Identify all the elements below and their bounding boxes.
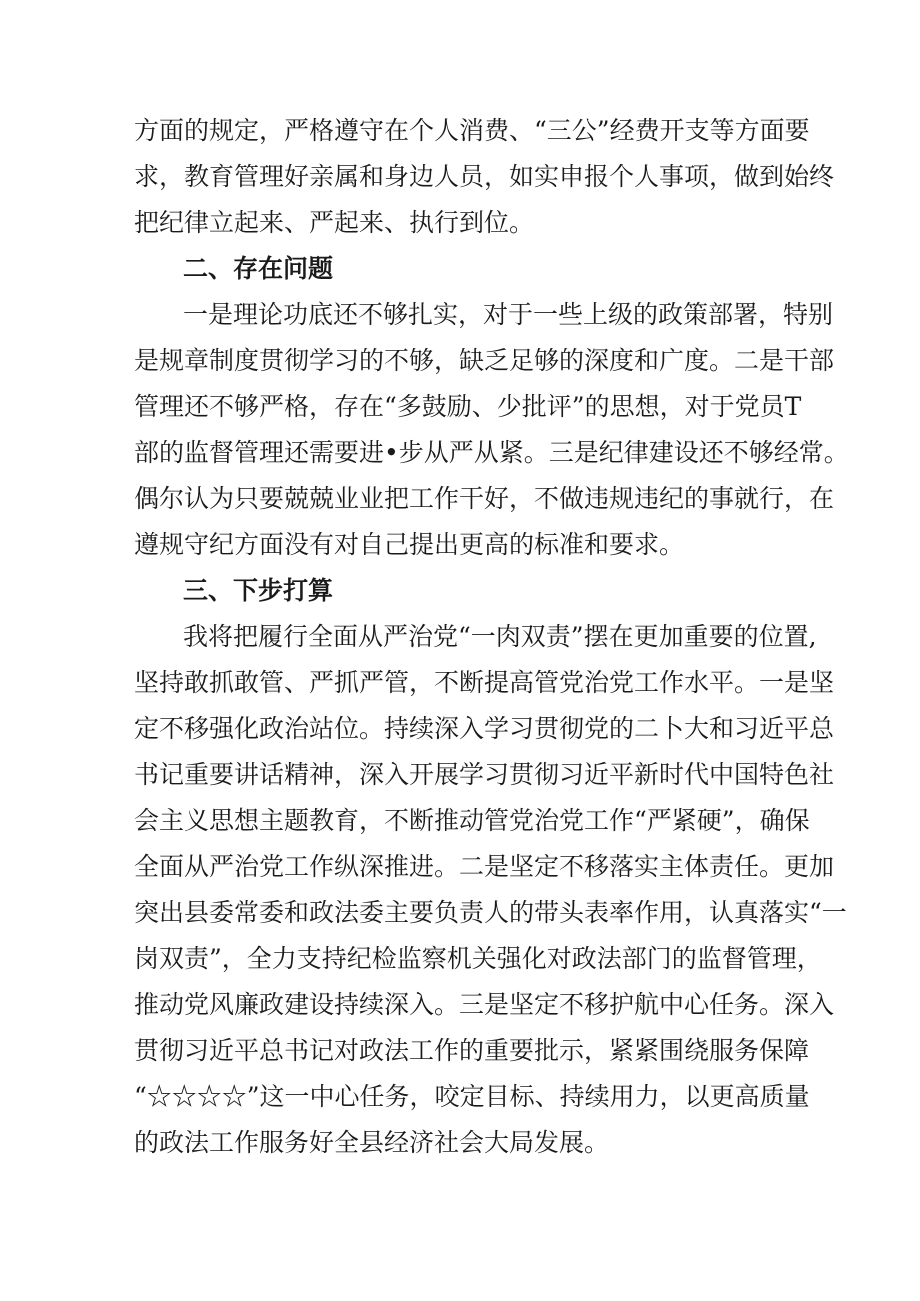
body-line: 把纪律立起来、严起来、执行到位。 xyxy=(134,208,535,237)
body-line: 一是理论功底还不够扎实，对于一些上级的政策部署，特别 xyxy=(183,300,834,329)
body-line: 定不移强化政治站位。持续深入学习贯彻党的二卜大和习近平总 xyxy=(134,714,835,743)
body-line: 岗双责”，全力支持纪检监察机关强化对政法部门的监督管理， xyxy=(134,944,822,973)
section-heading-next-steps: 三、下步打算 xyxy=(183,576,334,605)
body-line: 是规章制度贯彻学习的不够，缺乏足够的深度和广度。二是干部 xyxy=(134,346,835,375)
section-heading-problems: 二、存在问题 xyxy=(183,254,334,283)
body-line: 管理还不够严格，存在“多鼓励、少批评”的思想，对于党员T xyxy=(134,392,802,421)
body-line: 求，教育管理好亲属和身边人员，如实申报个人事项，做到始终 xyxy=(134,162,835,191)
body-line: 的政法工作服务好全县经济社会大局发展。 xyxy=(134,1128,610,1157)
body-line: 全面从严治党工作纵深推进。二是坚定不移落实主体责任。更加 xyxy=(134,852,835,881)
body-line: 偶尔认为只要兢兢业业把工作干好，不做违规违纪的事就行，在 xyxy=(134,484,835,513)
body-line: “☆☆☆☆”这一中心任务，咬定目标、持续用力，以更高质量 xyxy=(134,1082,810,1111)
body-line: 我将把履行全面从严治党“一肉双责”摆在更加重要的位置, xyxy=(183,622,817,651)
body-line: 贯彻习近平总书记对政法工作的重要批示，紧紧围绕服务保障 xyxy=(134,1036,810,1065)
body-line: 方面的规定，严格遵守在个人消费、“三公”经费开支等方面要 xyxy=(134,116,810,145)
body-line: 书记重要讲话精神，深入开展学习贯彻习近平新时代中国特色社 xyxy=(134,760,835,789)
body-line: 遵规守纪方面没有对自己提出更高的标准和要求。 xyxy=(134,530,685,559)
body-line: 突出县委常委和政法委主要负责人的带头表率作用，认真落实“一 xyxy=(134,898,847,927)
body-line: 部的监督管理还需要进•步从严从紧。三是纪律建设还不够经常。 xyxy=(134,438,849,467)
body-line: 会主义思想主题教育，不断推动管党治党工作“严紧硬”，确保 xyxy=(134,806,810,835)
body-line: 推动党风廉政建设持续深入。三是坚定不移护航中心任务。深入 xyxy=(134,990,835,1019)
body-line: 坚持敢抓敢管、严抓严管，不断提高管党治党工作水平。一是坚 xyxy=(134,668,835,697)
